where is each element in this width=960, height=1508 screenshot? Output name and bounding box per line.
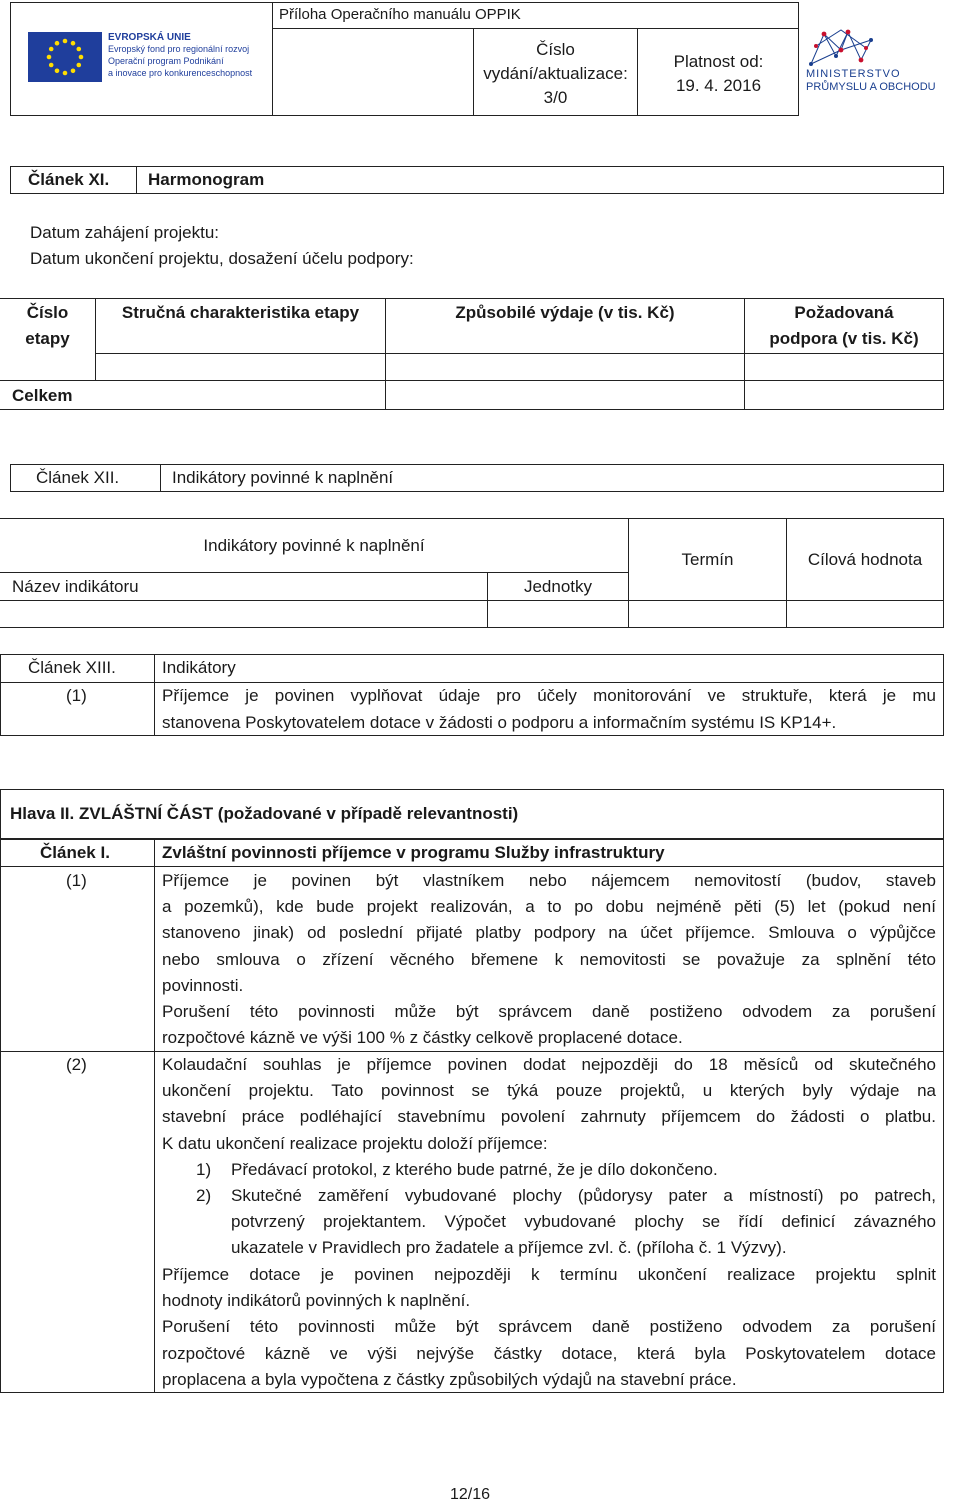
col-stage-description: Stručná charakteristika etapy xyxy=(121,303,360,322)
valid-label: Platnost od: xyxy=(673,52,764,71)
hlava-ii-p2-number: (2) xyxy=(66,1055,87,1074)
p2-tail-line: proplacena a byla vypočtena z částky způsobilých výdajů na stavební práce. xyxy=(162,1369,737,1389)
p2-tail-line: rozpočtové kázně ve výši nejvýše částky dotace, která byla Poskytovatelem dotace xyxy=(162,1343,936,1363)
col-indicator-target: Cílová hodnota xyxy=(807,550,923,569)
eu-logo-line3: Operační program Podnikání xyxy=(108,56,224,66)
total-row-label: Celkem xyxy=(12,386,73,405)
col-eligible-costs: Způsobilé výdaje (v tis. Kč) xyxy=(455,303,675,322)
issue-label-1: Číslo xyxy=(536,40,575,59)
issue-label-2: vydání/aktualizace: xyxy=(483,64,628,83)
hlava-ii-p2-tail xyxy=(162,1262,936,1393)
col-stage-number-l1: Číslo xyxy=(26,303,69,322)
p2-line: stavební práce podléhající stavebnímu povolení zahrnuty příjemcem do žádosti o platbu. xyxy=(162,1107,936,1127)
col-indicator-term: Termín xyxy=(681,550,734,569)
list-item-2-number: 2) xyxy=(196,1186,212,1205)
mpo-emblem-icon xyxy=(806,26,876,68)
mpo-logo-line1: MINISTERSTVO xyxy=(806,68,901,80)
valid-value: 19. 4. 2016 xyxy=(675,76,762,95)
list-line: ukazatele v Pravidlech pro žadatele a příjemce zvl. č. (příloha č. 1 Výzvy). xyxy=(231,1238,787,1258)
article-xiii-p1-number: (1) xyxy=(66,686,87,705)
p1-line: nebo smlouva o zřízení věcného břemene k nemovitosti se považuje za splnění této xyxy=(162,949,936,969)
col-stage-number-l2: etapy xyxy=(25,329,70,348)
eu-logo-line1: EVROPSKÁ UNIE xyxy=(108,32,191,43)
hlava-ii-p1-number: (1) xyxy=(66,871,87,890)
p2-line: K datu ukončení realizace projektu doloží příjemce: xyxy=(162,1133,548,1153)
article-xii-title: Indikátory povinné k naplnění xyxy=(172,468,394,487)
eu-flag-icon xyxy=(28,32,102,82)
p2-tail-line: hodnoty indikátorů povinných k naplnění. xyxy=(162,1291,471,1311)
list-line: potvrzený projektantem. Výpočet vybudované plochy se řídí definicí závazného xyxy=(231,1212,936,1232)
hlava-ii-title: Hlava II. ZVLÁŠTNÍ ČÁST (požadované v případě relevantnosti) xyxy=(10,804,519,823)
p1-line: Příjemce je povinen být vlastníkem nebo nájemcem nemovitostí (budov, staveb xyxy=(162,871,936,890)
project-start-label: Datum zahájení projektu: xyxy=(30,223,219,242)
p2-tail-line: Příjemce dotace je povinen nejpozději k termínu ukončení realizace projektu splnit xyxy=(162,1265,936,1284)
col-indicator-units: Jednotky xyxy=(523,577,593,596)
hlava-ii-article-title: Zvláštní povinnosti příjemce v programu Služby infrastruktury xyxy=(162,843,665,862)
p2-tail-line: Porušení této povinnosti může být správcem daně postiženo odvodem za porušení xyxy=(162,1317,936,1337)
col-indicator-name: Název indikátoru xyxy=(12,577,139,596)
page-number: 12/16 xyxy=(449,1486,491,1503)
p1-line: a pozemků), kde bude projekt realizován, a to po dobu nejméně pěti (5) let (pokud není xyxy=(162,897,936,917)
article-xiii-p1-line1: Příjemce je povinen vyplňovat údaje pro účely monitorování ve struktuře, která je mu xyxy=(162,686,936,705)
p2-line: ukončení projektu. Tato povinnost se týká pouze projektů, u kterých byly výdaje na xyxy=(162,1081,936,1101)
list-line: Skutečné zaměření vybudované plochy (půdorysy pater a místností) po patrech, xyxy=(231,1186,936,1205)
eu-logo-line2: Evropský fond pro regionální rozvoj xyxy=(108,44,250,54)
article-xii-header xyxy=(10,464,944,492)
mpo-logo xyxy=(804,26,954,98)
hlava-ii-p2-text xyxy=(162,1052,936,1157)
article-xii-number: Článek XII. xyxy=(36,468,120,487)
article-xi-number: Článek XI. xyxy=(28,170,110,189)
col-requested-support-l1: Požadovaná xyxy=(794,303,894,322)
p1-line: povinnosti. xyxy=(162,975,244,995)
mpo-logo-line2: PRŮMYSLU A OBCHODU xyxy=(806,81,936,93)
hlava-ii-article-number: Článek I. xyxy=(40,843,110,862)
list-line: Předávací protokol, z kterého bude patrné, že je dílo dokončeno. xyxy=(231,1160,718,1179)
col-requested-support-l2: podpora (v tis. Kč) xyxy=(769,329,919,348)
article-xiii-p1-line2: stanovena Poskytovatelem dotace v žádosti o podporu a informačním systému IS KP14+. xyxy=(162,713,837,732)
article-xiii-number: Článek XIII. xyxy=(28,658,116,677)
p1-line: Porušení této povinnosti může být správcem daně postiženo odvodem za porušení xyxy=(162,1002,936,1022)
p1-line: stanoveno jinak) od poslední přijaté platby podpory na účet příjemce. Smlouva o výpůjčce xyxy=(162,923,936,943)
doc-title: Příloha Operačního manuálu OPPIK xyxy=(279,6,521,23)
project-end-label: Datum ukončení projektu, dosažení účelu podpory: xyxy=(30,249,414,268)
p2-line: Kolaudační souhlas je příjemce povinen dodat nejpozději do 18 měsíců od skutečného xyxy=(162,1055,936,1074)
indicators-group-header: Indikátory povinné k naplnění xyxy=(203,536,425,555)
eu-logo xyxy=(28,31,268,83)
indicators-table xyxy=(0,518,944,628)
p1-line: rozpočtové kázně ve výši 100 % z částky celkově proplacené dotace. xyxy=(162,1028,683,1048)
article-xi-title: Harmonogram xyxy=(148,170,265,189)
article-xiii-title: Indikátory xyxy=(162,658,236,677)
issue-value: 3/0 xyxy=(543,88,568,107)
eu-logo-line4: a inovace pro konkurenceschopnost xyxy=(108,68,253,78)
hlava-ii-p1-text xyxy=(162,868,936,1051)
list-item-1-number: 1) xyxy=(196,1160,212,1179)
list-item-1-text xyxy=(231,1157,936,1183)
list-item-2-text xyxy=(231,1183,936,1262)
